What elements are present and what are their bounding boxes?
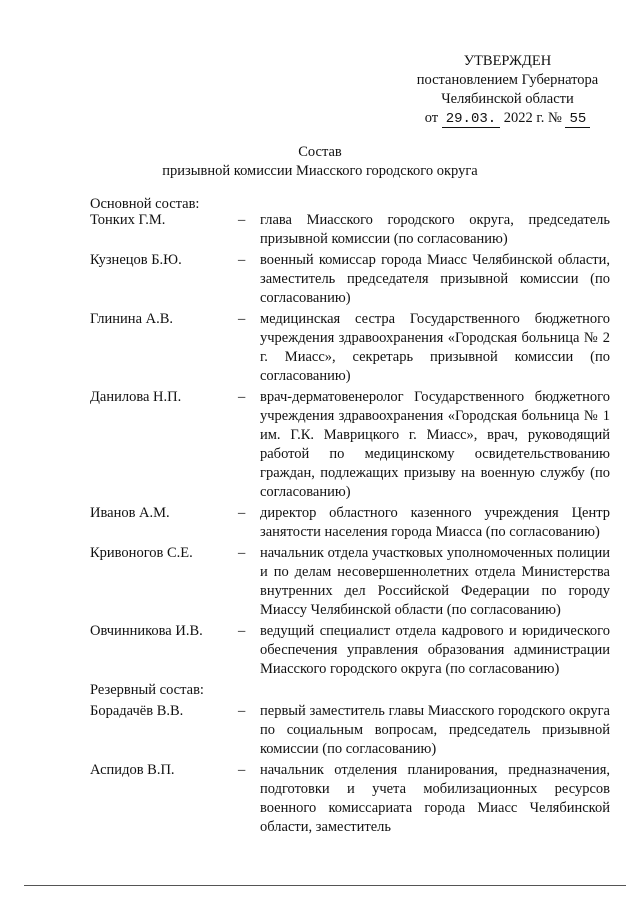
member-description: директор областного казенного учреждения Центр занятости населения города Миасса (по согласованию) [260,505,610,540]
member-description: ведущий специалист отдела кадрового и юридического обеспечения управления образования администрации Миасского городского округа (по согласованию) [260,623,610,677]
approval-number: 55 [565,111,590,128]
member-row [90,504,610,542]
member-dash: – [238,545,246,561]
member-name: Тонких Г.М. [90,212,166,228]
member-row [90,251,610,308]
member-description: медицинская сестра Государственного бюджетного учреждения здравоохранения «Городская больница № 2 г. Миасс», секретарь призывной комиссии (по согласованию) [260,311,610,384]
member-row [90,310,610,386]
member-description: начальник отдела участковых уполномоченных полиции и по делам несовершеннолетних отдела Министерства внутренних дел Российской Федерации по городу Миассу Челябинской области (по согласованию) [260,545,610,618]
member-name: Кривоногов С.Е. [90,545,193,561]
member-dash: – [238,389,246,405]
approval-line-2: Челябинской области [441,91,574,107]
member-dash: – [238,252,246,268]
title-line-2: призывной комиссии Миасского городского округа [162,163,478,179]
approval-date: 29.03. [442,111,500,128]
approval-date-line [400,109,615,128]
member-row [90,761,610,837]
member-description: военный комиссар города Миасс Челябинской области, заместитель председателя призывной комиссии (по согласованию) [260,252,610,306]
member-row [90,388,610,502]
member-description: начальник отделения планирования, предназначения, подготовки и учета мобилизационных ресурсов военного комиссариата города Миасс Челябинской области, заместитель [260,762,610,835]
date-prefix: от [424,110,439,126]
member-name: Аспидов В.П. [90,762,175,778]
member-name: Глинина А.В. [90,311,174,327]
title-line-1: Состав [298,144,342,160]
member-dash: – [238,505,246,521]
approval-block [400,52,615,128]
member-name: Данилова Н.П. [90,389,182,405]
member-description: глава Миасского городского округа, председатель призывной комиссии (по согласованию) [260,212,610,247]
main-composition-label: Основной состав: [90,196,200,212]
member-dash: – [238,762,246,778]
member-row [90,544,610,620]
member-dash: – [238,311,246,327]
approval-line-1: постановлением Губернатора [416,72,599,88]
member-dash: – [238,623,246,639]
member-description: первый заместитель главы Миасского городского округа по социальным вопросам, председатель призывной комиссии (по согласованию) [260,703,610,757]
member-dash: – [238,212,246,228]
member-name: Иванов А.М. [90,505,170,521]
member-name: Овчинникова И.В. [90,623,203,639]
member-dash: – [238,703,246,719]
member-name: Борадачёв В.В. [90,703,184,719]
document-title [100,143,540,181]
reserve-label-row [90,681,610,700]
year-text: 2022 г. № [503,110,562,126]
reserve-composition-label: Резервный состав: [90,682,204,698]
main-members-list [90,211,610,839]
approval-heading: УТВЕРЖДЕН [463,53,552,69]
member-row [90,702,610,759]
member-description: врач-дерматовенеролог Государственного бюджетного учреждения здравоохранения «Городская больница № 1 им. Г.К. Маврицкого г. Миасс», врач, руководящий работой по медицинскому освидетельствованию граждан, подлежащих призыву на военную службу (по согласованию) [260,389,610,500]
page-bottom-rule [24,885,626,886]
member-row [90,211,610,249]
member-name: Кузнецов Б.Ю. [90,252,182,268]
member-row [90,622,610,679]
